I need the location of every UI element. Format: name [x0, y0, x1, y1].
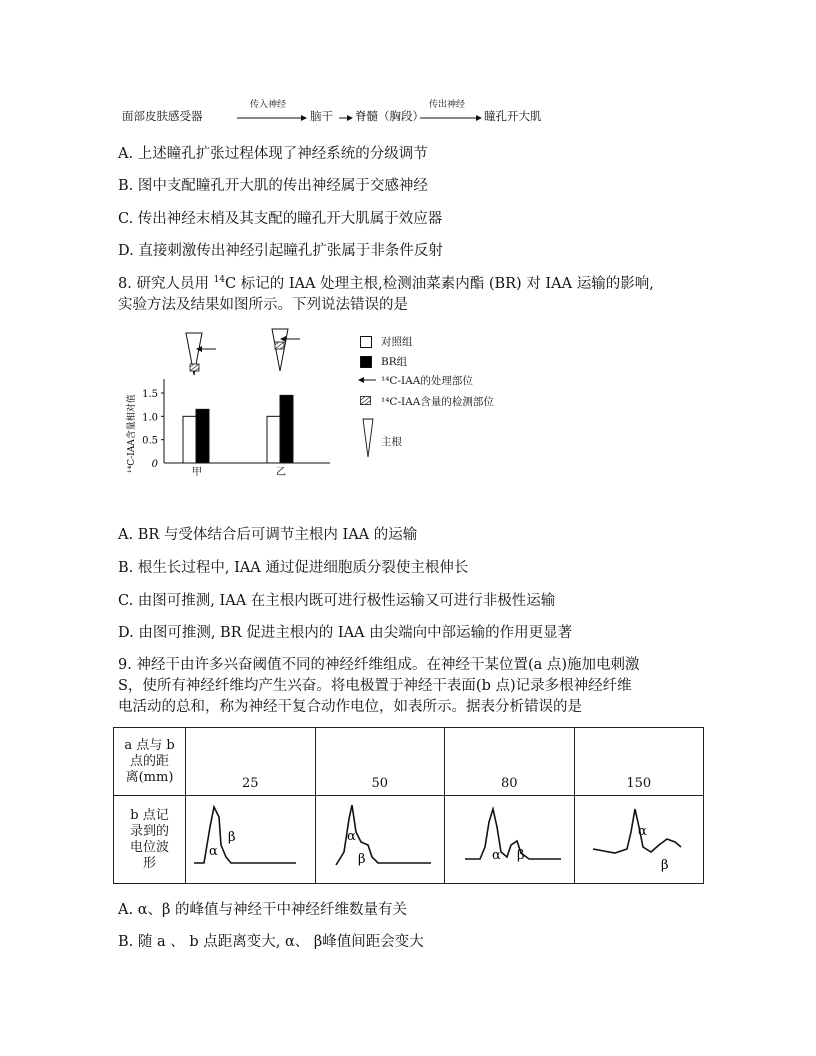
alpha-label: α	[492, 848, 501, 863]
flow-afferent-label: 传入神经	[250, 100, 287, 110]
q7-option-c: C. 传出神经末梢及其支配的瞳孔开大肌属于效应器	[118, 211, 443, 227]
y-axis-label: ¹⁴C-IAA含量相对值	[127, 394, 137, 473]
legend-detect-label: ¹⁴C-IAA含量的检测部位	[381, 396, 494, 408]
header-line: 点的距	[129, 753, 169, 769]
header-line: 电位波	[129, 839, 169, 855]
q8-stem-sup: 14	[213, 275, 226, 285]
q9-stem-line2: S，使所有神经纤维均产生兴奋。将电极置于神经干表面(b 点)记录多根神经纤维	[118, 678, 632, 694]
root-treatment-icon-jia	[186, 333, 216, 375]
legend-treat-label: ¹⁴C-IAA的处理部位	[381, 375, 473, 387]
distance-cell: 50	[315, 728, 445, 796]
q8-option-c: C. 由图可推测, IAA 在主根内既可进行极性运输又可进行非极性运输	[118, 593, 556, 609]
distance-cell: 25	[186, 728, 316, 796]
x-tick-label: 甲	[192, 467, 202, 478]
flow-brainstem: 脑干	[310, 109, 333, 123]
legend-br-label: BR组	[381, 356, 408, 368]
q7-option-b: B. 图中支配瞳孔开大肌的传出神经属于交感神经	[118, 178, 428, 194]
main-root-icon	[362, 418, 374, 458]
header-line: b 点记	[130, 807, 169, 823]
header-line: a 点与 b	[124, 737, 175, 753]
reflex-pathway-diagram	[122, 100, 562, 128]
q8-option-d: D. 由图可推测, BR 促进主根内的 IAA 由尖端向中部运输的作用更显著	[118, 625, 573, 641]
q9-option-b: B. 随 a 、 b 点距离变大, α、 β峰值间距会变大	[118, 934, 424, 950]
bar-br	[196, 409, 209, 463]
flow-efferent-label: 传出神经	[429, 100, 466, 110]
waveform-cell-80	[445, 796, 575, 884]
y-tick-label: 1.0	[142, 412, 158, 424]
beta-label: β	[357, 852, 366, 867]
waveform-header	[114, 796, 186, 884]
beta-label: β	[517, 848, 525, 863]
q8-option-b: B. 根生长过程中, IAA 通过促进细胞质分裂使主根伸长	[118, 560, 469, 576]
flow-receptor: 面部皮肤感受器	[122, 109, 203, 123]
hatched-box-icon	[360, 396, 372, 406]
q7-option-d: D. 直接刺激传出神经引起瞳孔扩张属于非条件反射	[118, 243, 443, 259]
table-row	[114, 796, 704, 884]
flow-muscle: 瞳孔开大肌	[484, 109, 542, 123]
y-tick-label: 0.5	[142, 435, 158, 447]
y-tick-label: 0	[151, 459, 158, 470]
x-tick-label: 乙	[276, 467, 286, 478]
waveform-cell-25	[186, 796, 316, 884]
bar-control	[267, 416, 280, 463]
root-treatment-icon-yi	[272, 329, 300, 371]
header-line: 离(mm)	[125, 769, 174, 785]
arrow-icon	[237, 114, 307, 122]
q8-stem-post: C 标记的 IAA 处理主根,检测油菜素内酯 (BR) 对 IAA 运输的影响,	[225, 275, 654, 292]
alpha-label: α	[209, 844, 218, 859]
q9-stem-line1: 9. 神经干由许多兴奋阈值不同的神经纤维组成。在神经干某位置(a 点)施加电刺激	[118, 657, 640, 673]
iaa-bar-chart	[118, 325, 368, 485]
q8-stem	[118, 270, 708, 316]
waveform-cell-50	[315, 796, 445, 884]
header-line: 录到的	[129, 823, 169, 839]
beta-label: β	[228, 830, 236, 845]
alpha-label: α	[637, 824, 647, 839]
waveform-curve-80	[445, 797, 573, 883]
table-row	[114, 728, 704, 796]
arrow-icon	[420, 114, 482, 122]
alpha-label: α	[346, 829, 356, 844]
arrow-icon	[339, 114, 353, 122]
waveform-curve-150	[575, 797, 703, 883]
distance-cell: 150	[574, 728, 704, 796]
header-line: 形	[142, 855, 156, 871]
waveform-curve-50	[316, 797, 444, 883]
y-tick-label: 1.5	[142, 389, 158, 400]
flow-spinal: 脊髓（胸段）	[355, 109, 424, 123]
legend-root-label: 主根	[381, 436, 402, 448]
left-arrow-icon	[358, 376, 378, 384]
bar-br	[280, 395, 293, 463]
q8-stem-pre: 8. 研究人员用	[118, 275, 214, 292]
q9-option-a: A. α、β 的峰值与神经干中神经纤维数量有关	[118, 902, 407, 918]
waveform-curve-25	[186, 797, 314, 883]
legend-control-swatch	[360, 336, 372, 348]
waveform-cell-150	[574, 796, 704, 884]
beta-label: β	[660, 858, 669, 873]
q8-option-a: A. BR 与受体结合后可调节主根内 IAA 的运输	[118, 527, 418, 543]
q9-stem	[118, 655, 708, 718]
q8-stem-line2: 实验方法及结果如图所示。下列说法错误的是	[118, 296, 408, 313]
distance-header	[114, 728, 186, 796]
q7-option-a: A. 上述瞳孔扩张过程体现了神经系统的分级调节	[118, 146, 428, 162]
bar-control	[183, 416, 196, 463]
legend-control-label: 对照组	[381, 336, 413, 348]
legend-br-swatch	[360, 356, 372, 368]
distance-cell: 80	[445, 728, 575, 796]
waveform-table	[113, 727, 704, 884]
q9-stem-line3: 电活动的总和，称为神经干复合动作电位，如表所示。据表分析错误的是	[118, 699, 582, 715]
